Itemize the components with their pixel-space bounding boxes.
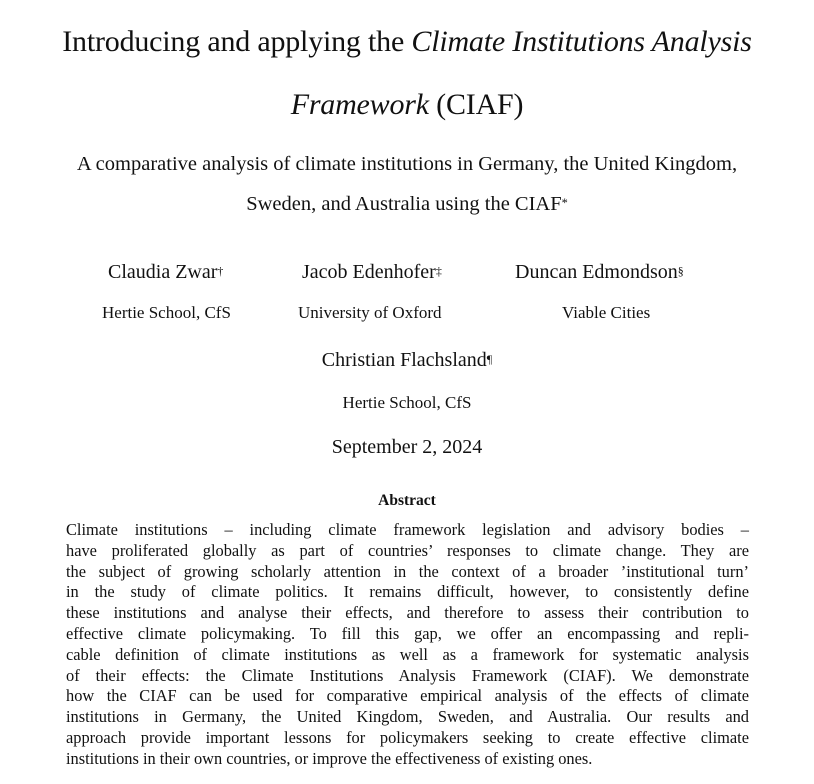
abstract-body [66,520,749,770]
abstract-heading: Abstract [378,492,436,509]
abstract-line: effective climate policymaking. To fill this gap, we offer an encompassing and repli- [66,623,749,643]
abstract-line: have proliferated globally as part of countries’ responses to climate change. They are [66,540,749,560]
subtitle-text: Sweden, and Australia using the CIAF [246,193,562,215]
author-1 [108,261,223,284]
author-name: Duncan Edmondson [515,261,678,283]
author-1-affiliation: Hertie School, CfS [102,303,231,322]
abstract-line: institutions in Germany, the United Kingdom, Sweden, and Australia. Our results and [66,707,749,727]
author-footnote-mark[interactable]: § [677,264,684,278]
author-4 [0,349,814,372]
paper-title-line-2 [0,88,814,122]
author-3-affiliation: Viable Cities [562,303,651,322]
abstract-line: the subject of growing scholarly attention in the context of a broader ’institutional turn’ [66,561,749,581]
abstract-line: cable definition of climate institutions as well as a framework for systematic analysis [66,644,749,664]
abstract-line: these institutions and analyse their effects, and therefore to assess their contribution to [66,603,749,623]
author-name: Jacob Edenhofer [302,261,436,283]
abstract-line: Climate institutions – including climate framework legislation and advisory bodies – [66,520,749,539]
abstract-line: in the study of climate politics. It remains difficult, however, to consistently define [66,582,749,602]
abstract-line: of their effects: the Climate Institutions Analysis Framework (CIAF). We demonstrate [66,665,749,685]
subtitle-footnote-mark[interactable]: * [561,195,568,210]
title-plain-2: (CIAF) [428,88,524,121]
author-3 [515,261,684,284]
abstract-line: how the CIAF can be used for comparative empirical analysis of the effects of climate [66,686,749,706]
abstract-line: approach provide important lessons for policymakers seeking to create effective climate [66,727,749,747]
title-italic: Climate Institutions Analysis [411,25,752,58]
author-name: Claudia Zwar [108,261,218,283]
paper-title-line-1 [0,25,814,59]
author-footnote-mark[interactable]: ¶ [486,352,493,366]
author-footnote-mark[interactable]: † [217,264,224,278]
author-footnote-mark[interactable]: ‡ [435,264,442,278]
title-plain: Introducing and applying the [62,25,412,58]
subtitle-line-1: A comparative analysis of climate institutions in Germany, the United Kingdom, [76,153,738,175]
subtitle-line-2 [0,193,814,216]
publication-date: September 2, 2024 [331,436,483,458]
author-4-affiliation: Hertie School, CfS [342,393,472,412]
author-2-affiliation: University of Oxford [298,303,442,322]
title-italic-2: Framework [290,88,429,121]
author-2 [302,261,442,284]
author-name: Christian Flachsland [321,349,487,371]
abstract-line: institutions in their own countries, or improve the effectiveness of existing ones. [66,748,593,768]
